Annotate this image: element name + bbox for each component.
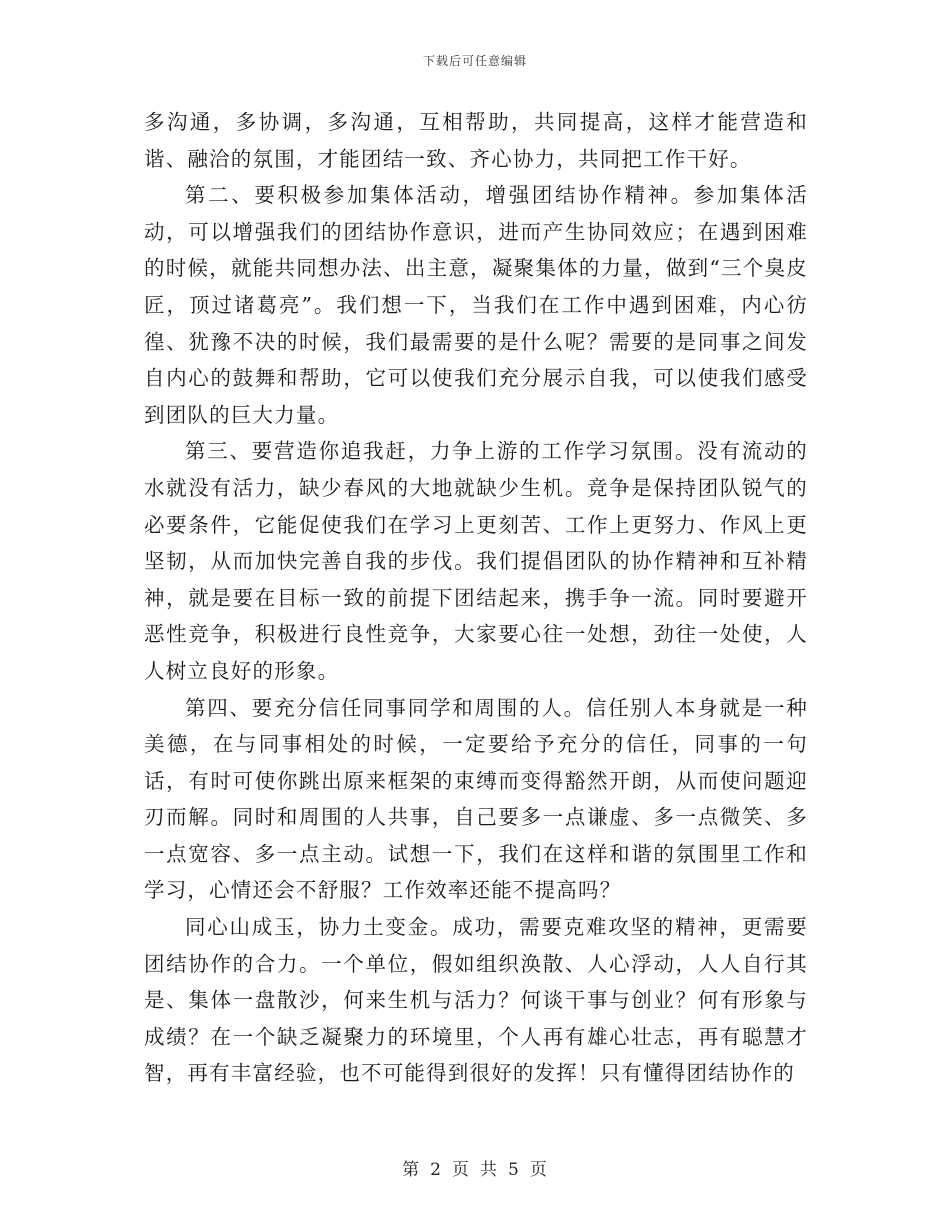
paragraph-second-point: 第二、要积极参加集体活动，增强团结协作精神。参加集体活动，可以增强我们的团结协作意识，进而产生协同效应；在遇到困难的时候，就能共同想办法、出主意，凝聚集体的力量，做到“三个臭皮匠，顶过诸葛亮”。我们想一下，当我们在工作中遇到困难，内心彷徨、犹豫不决的时候，我们最需要的是什么呢？需要的是同事之间发自内心的鼓舞和帮助，它可以使我们充分展示自我，可以使我们感受到团队的巨大力量。 bbox=[144, 183, 808, 427]
page-footer bbox=[0, 1155, 950, 1180]
paragraph-third-point: 第三、要营造你追我赶，力争上游的工作学习氛围。没有流动的水就没有活力，缺少春风的大地就缺少生机。竞争是保持团队锐气的必要条件，它能促使我们在学习上更刻苦、工作上更努力、作风上更坚韧，从而加快完善自我的步伐。我们提倡团队的协作精神和互补精神，就是要在目标一致的前提下团结起来，携手争一流。同时要避开恶性竞争，积极进行良性竞争，大家要心往一处想，劲往一处使，人人树立良好的形象。 bbox=[144, 439, 808, 683]
footer-current-page: 2 bbox=[430, 1160, 442, 1180]
footer-total-pages: 5 bbox=[508, 1160, 520, 1180]
paragraph-continuation: 多沟通，多协调，多沟通，互相帮助，共同提高，这样才能营造和谐、融洽的氛围，才能团结一致、齐心协力，共同把工作干好。 bbox=[144, 110, 808, 171]
document-body bbox=[144, 104, 808, 1092]
footer-prefix: 第 bbox=[402, 1160, 421, 1180]
paragraph-conclusion: 同心山成玉，协力土变金。成功，需要克难攻坚的精神，更需要团结协作的合力。一个单位，假如组织涣散、人心浮动，人人自行其是、集体一盘散沙，何来生机与活力？何谈干事与创业？何有形象与成绩？在一个缺乏凝聚力的环境里，个人再有雄心壮志，再有聪慧才智，再有丰富经验，也不可能得到很好的发挥！只有懂得团结协作的 bbox=[144, 915, 808, 1086]
footer-page-word: 页 bbox=[452, 1160, 470, 1180]
paragraph-fourth-point: 第四、要充分信任同事同学和周围的人。信任别人本身就是一种美德，在与同事相处的时候，一定要给予充分的信任，同事的一句话，有时可使你跳出原来框架的束缚而变得豁然开朗，从而使问题迎刃而解。同时和周围的人共事，自己要多一点谦虚、多一点微笑、多一点宽容、多一点主动。试想一下，我们在这样和谐的氛围里工作和学习，心情还会不舒服？工作效率还能不提高吗？ bbox=[144, 695, 808, 903]
footer-suffix: 页 bbox=[529, 1160, 548, 1180]
page-header: 下载后可任意编辑 bbox=[422, 54, 527, 68]
footer-total-word: 共 bbox=[480, 1160, 498, 1180]
